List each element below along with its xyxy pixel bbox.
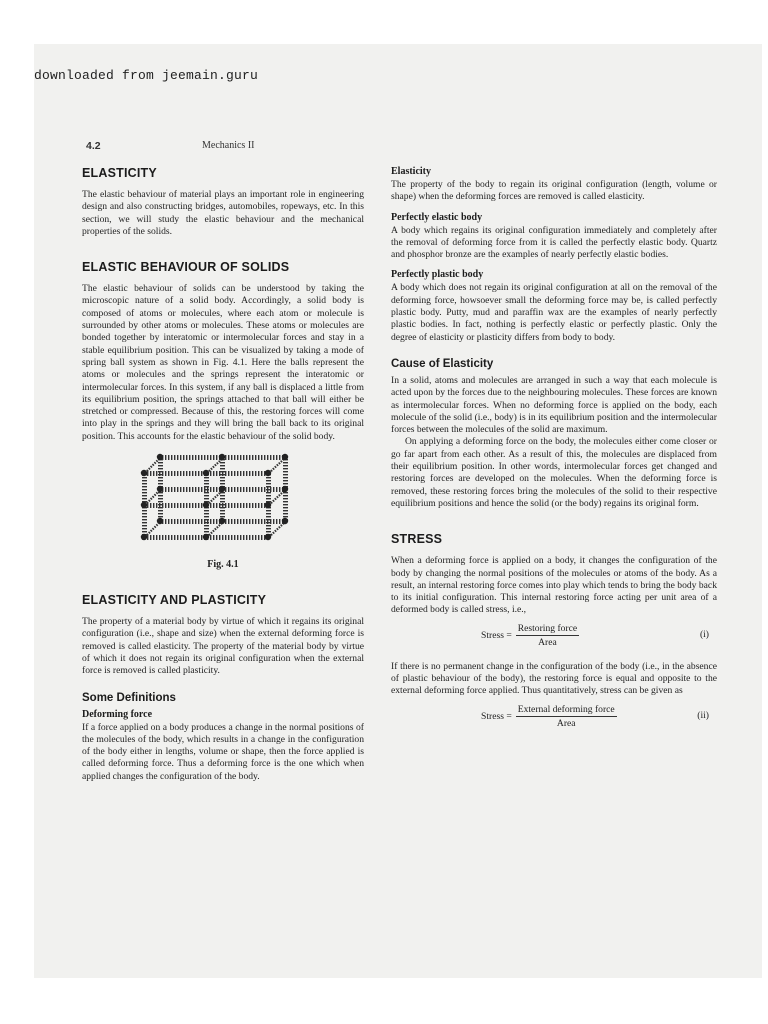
equation-2-denominator: Area bbox=[556, 718, 576, 730]
right-column bbox=[391, 166, 717, 742]
heading-elasticity-and-plasticity: ELASTICITY AND PLASTICITY bbox=[82, 593, 267, 608]
paragraph-elasticity-definition: The property of the body to regain its original configuration (length, volume or shape) when the deforming forces are removed is called elasticity. bbox=[391, 179, 717, 203]
equation-2-lhs: Stress = bbox=[481, 711, 512, 723]
scanned-page bbox=[34, 44, 762, 978]
paragraph-deforming-force: If a force applied on a body produces a change in the normal positions of the molecules of the body, which results in a change in the configuration of the body either in lengths, volume or shape, then the force applied is called deforming force. Thus a deforming force is the one which when applied changes the configuration of the body. bbox=[82, 721, 364, 782]
paragraph-perfectly-elastic: A body which regains its original configuration immediately and completely after the removal of deforming force from it is called the perfectly elastic body. Quartz and phosphor bronze are the examples of nearly perfectly elastic bodies. bbox=[391, 224, 717, 261]
paragraph-cause-1: In a solid, atoms and molecules are arranged in such a way that each molecule is acted upon by the forces due to the neighbouring molecules. These forces are known as intermolecular forces. When no deforming force is applied on the body, each molecule of the solid (i.e., body) is in its equilibrium position and the intermolecular forces between the molecules of the solid are maximum. bbox=[391, 374, 717, 436]
paragraph-perfectly-plastic: A body which does not regain its original configuration at all on the removal of the deforming force, howsoever small the deforming force may be, is called perfectly plastic body. Putty, mud and paraffin wax are the examples of nearly perfectly plastic bodies. In fact, nothing is perfectly elastic or perfectly plastic. Only the degree of elasticity or plasticity differs from body to body. bbox=[391, 282, 717, 343]
equation-stress-external bbox=[391, 702, 717, 732]
running-title: Mechanics II bbox=[202, 140, 255, 151]
paragraph-stress-2: If there is no permanent change in the configuration of the body (i.e., in the absence of plastic behaviour of the body), the restoring force is equal and opposite to the external deforming force applied. Thus quantitatively, stress can be given as bbox=[391, 660, 717, 697]
subheading-elasticity: Elasticity bbox=[391, 166, 431, 177]
equation-1-lhs: Stress = bbox=[481, 630, 512, 642]
equation-1-numerator: Restoring force bbox=[517, 623, 578, 635]
subheading-deforming-force: Deforming force bbox=[82, 708, 153, 720]
figure-caption: Fig. 4.1 bbox=[207, 559, 239, 571]
equation-2-number: (ii) bbox=[697, 709, 709, 721]
paragraph-elastic-behaviour: The elastic behaviour of solids can be understood by taking the microscopic nature of a solid body. Accordingly, a solid body is composed of atoms or molecules, where each atom or molecule is surrounded by other atoms or molecules. These atoms or molecules are bonded together by interatomic or intermolecular forces and stay in a stable equilibrium position. This can be visualized by taking a mode of spring ball system as shown in Fig. 4.1. Here the balls represent the atoms or molecules and the springs represent the interatomic or intermolecular forces. In this system, if any ball is displaced a little from its equilibrium position, the springs attached to that ball will either be stretched or compressed. Because of this, the restoring forces will come into play in the springs and they will bring the ball back to its original position. This accounts for the elastic behaviour of the solid body. bbox=[82, 283, 364, 442]
page-number: 4.2 bbox=[86, 140, 101, 152]
left-column bbox=[82, 166, 364, 783]
spring-lattice-illustration bbox=[138, 453, 308, 553]
equation-1-fraction bbox=[516, 623, 579, 648]
equation-2-fraction bbox=[516, 704, 617, 729]
figure-spring-ball-model bbox=[82, 453, 364, 571]
heading-elastic-behaviour-of-solids: ELASTIC BEHAVIOUR OF SOLIDS bbox=[82, 260, 290, 275]
subheading-perfectly-elastic-body: Perfectly elastic body bbox=[391, 211, 483, 223]
download-note: downloaded from jeemain.guru bbox=[34, 68, 259, 83]
heading-some-definitions: Some Definitions bbox=[82, 691, 176, 704]
subheading-perfectly-plastic-body: Perfectly plastic body bbox=[391, 269, 484, 281]
equation-stress-restoring bbox=[391, 621, 717, 651]
equation-1-number: (i) bbox=[699, 628, 709, 640]
heading-stress: STRESS bbox=[391, 532, 443, 547]
heading-cause-of-elasticity: Cause of Elasticity bbox=[391, 357, 494, 370]
paragraph-stress-1: When a deforming force is applied on a body, it changes the configuration of the body by changing the normal positions of the molecules or atoms of the body. As a result, an internal restoring force comes into play which tends to bring the body back to its initial configuration. This internal restoring force acting per unit area of a deformed body is called stress, i.e., bbox=[391, 555, 717, 616]
heading-elasticity: ELASTICITY bbox=[82, 166, 157, 180]
paragraph-elasticity-intro: The elastic behaviour of material plays an important role in engineering design and also constructing bridges, automobiles, ropeways, etc. In this section, we will study the elastic behaviour and the mechanical properties of the solids. bbox=[82, 189, 364, 237]
equation-2-numerator: External deforming force bbox=[517, 704, 615, 716]
equation-1-denominator: Area bbox=[538, 637, 557, 649]
paragraph-cause-2: On applying a deforming force on the body, the molecules either come closer or go far apart from each other. As a result of this, the molecules are displaced from their equilibrium position. In other words, intermolecular forces get changed and restoring forces are developed on the molecules. When the deforming force is removed, these restoring forces bring the molecules of the solid to their respective equilibrium positions and hence the solid (or the body) regains its original form. bbox=[391, 436, 717, 509]
paragraph-elasticity-plasticity: The property of a material body by virtue of which it regains its original configuration (i.e., shape and size) when the external deforming force is removed is called elasticity. The property of the material body by virtue of which it does not regain its original configuration when the external force is removed is called plasticity. bbox=[82, 616, 364, 677]
